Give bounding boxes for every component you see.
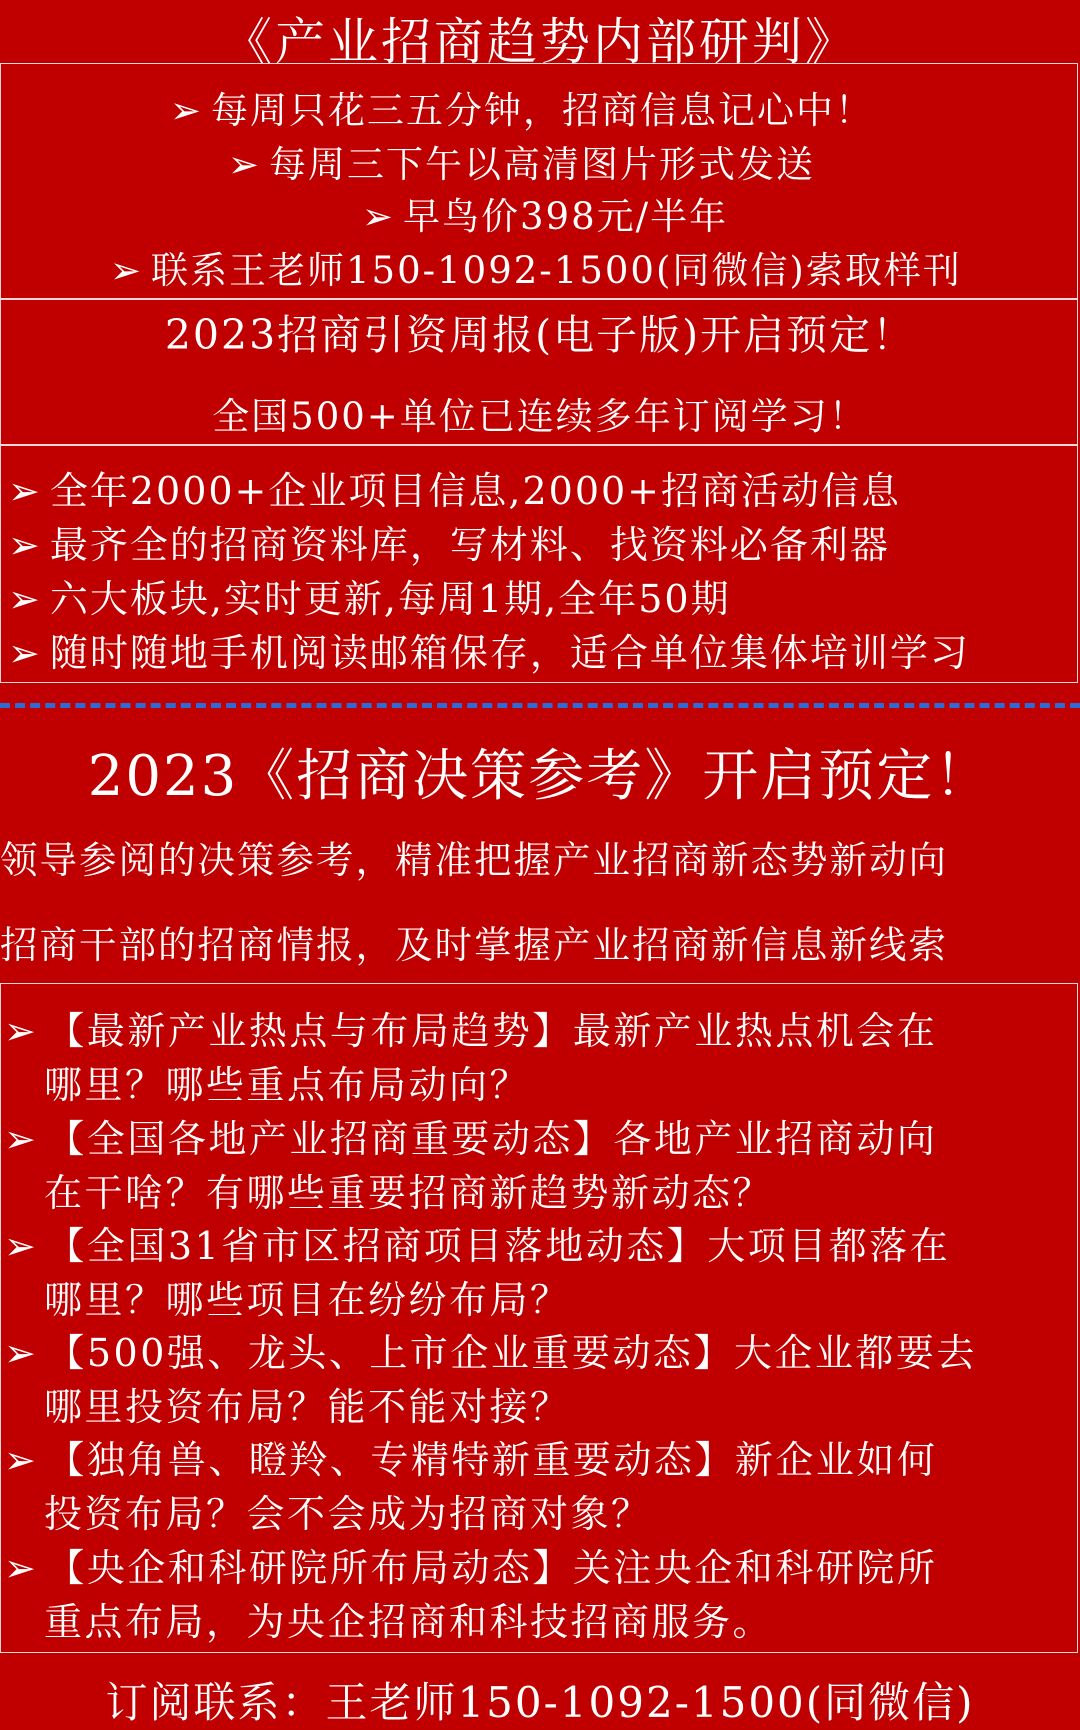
weekly-headline: 2023招商引资周报(电子版)开启预定！ (164, 311, 916, 359)
arrow-icon: ➢ (362, 195, 396, 238)
decision-headline: 2023《招商决策参考》开启预定！ (87, 744, 993, 809)
insight-item-cont: 哪里投资布局？能不能对接？ (44, 1385, 571, 1429)
insight-item-cont: 投资布局？会不会成为招商对象？ (44, 1492, 652, 1536)
insight-item: ➢ 【独角兽、瞪羚、专精特新重要动态】新企业如何 (4, 1438, 938, 1482)
feature-item: ➢ 六大板块,实时更新,每周1期,全年50期 (8, 577, 731, 621)
decision-lead: 招商干部的招商情报，及时掌握产业招商新信息新线索 (0, 923, 948, 967)
arrow-icon: ➢ (8, 469, 42, 513)
insight-item: ➢ 【500强、龙头、上市企业重要动态】大企业都要去 (4, 1331, 977, 1375)
insight-item: ➢ 【全国各地产业招商重要动态】各地产业招商动向 (4, 1117, 938, 1161)
insight-item: ➢ 【全国31省市区招商项目落地动态】大项目都落在 (4, 1224, 951, 1268)
weekly-subline: 全国500+单位已连续多年订阅学习！ (212, 395, 868, 438)
insight-item: ➢ 【最新产业热点与布局趋势】最新产业热点机会在 (4, 1009, 938, 1053)
insight-item-cont: 哪里？哪些项目在纷纷布局？ (44, 1278, 571, 1322)
promo-item: ➢ 早鸟价398元/半年 (362, 195, 729, 238)
promo-item: ➢ 联系王老师150-1092-1500(同微信)索取样刊 (110, 249, 962, 292)
insight-item-cont: 哪里？哪些重点布局动向？ (44, 1063, 531, 1107)
arrow-icon: ➢ (4, 1009, 39, 1053)
insight-item-cont: 在干啥？有哪些重要招商新趋势新动态？ (44, 1171, 774, 1215)
arrow-icon: ➢ (170, 89, 204, 132)
arrow-icon: ➢ (4, 1331, 39, 1375)
decision-lead: 领导参阅的决策参考，精准把握产业招商新态势新动向 (0, 838, 948, 882)
arrow-icon: ➢ (8, 577, 42, 621)
arrow-icon: ➢ (4, 1224, 39, 1268)
arrow-icon: ➢ (8, 631, 42, 675)
arrow-icon: ➢ (4, 1546, 39, 1590)
arrow-icon: ➢ (4, 1117, 39, 1161)
arrow-icon: ➢ (8, 523, 42, 567)
dashed-divider (0, 703, 1080, 708)
promo-item: ➢ 每周三下午以高清图片形式发送 (228, 143, 816, 186)
arrow-icon: ➢ (110, 249, 144, 292)
feature-item: ➢ 全年2000+企业项目信息,2000+招商活动信息 (8, 469, 902, 513)
feature-item: ➢ 最齐全的招商资料库，写材料、找资料必备利器 (8, 523, 890, 567)
feature-item: ➢ 随时随地手机阅读邮箱保存，适合单位集体培训学习 (8, 631, 970, 675)
insight-item: ➢ 【央企和科研院所布局动态】关注央企和科研院所 (4, 1546, 938, 1590)
footer-contact: 订阅联系：王老师150-1092-1500(同微信) (105, 1678, 975, 1727)
insight-item-cont: 重点布局，为央企招商和科技招商服务。 (44, 1600, 774, 1644)
page-title: 《产业招商趋势内部研判》 (222, 13, 858, 71)
promo-item: ➢ 每周只花三五分钟，招商信息记心中！ (170, 89, 875, 132)
arrow-icon: ➢ (228, 143, 262, 186)
arrow-icon: ➢ (4, 1438, 39, 1482)
